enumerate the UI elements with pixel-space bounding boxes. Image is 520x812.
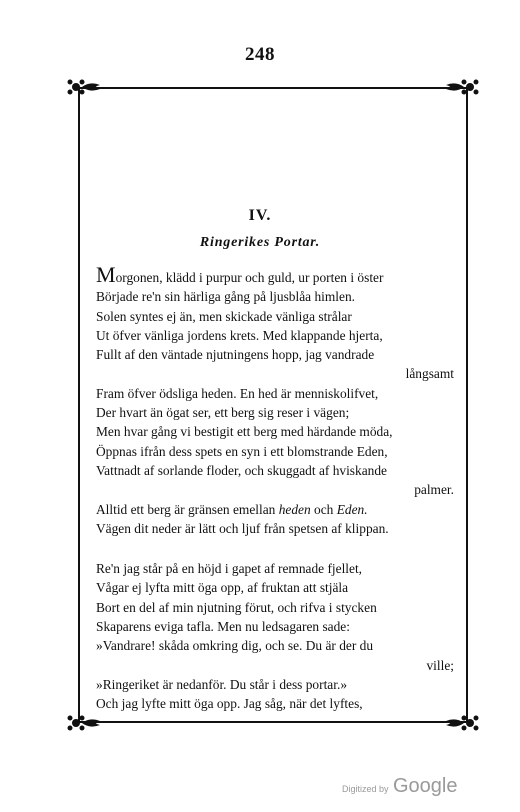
poem-line: Skaparens eviga tafla. Men nu ledsagaren sade: <box>96 619 350 635</box>
poem-line: Fram öfver ödsliga heden. En hed är menniskolifvet, <box>96 385 379 401</box>
corner-ornament-icon <box>64 76 104 98</box>
digitized-watermark <box>342 775 457 798</box>
poem-title: Ringerikes Portar. <box>199 235 321 250</box>
poem-line: Vägen dit neder är lätt och ljuf från spetsen af klippan. <box>96 520 389 536</box>
section-heading: IV. <box>248 207 272 224</box>
poem-line: Började re'n sin härliga gång på ljusblåa himlen. <box>96 289 355 305</box>
poem-line: Ut öfver vänliga jordens krets. Med klappande hjerta, <box>96 327 383 343</box>
poem-line: Vågar ej lyfta mitt öga opp, af fruktan att stjäla <box>96 580 349 596</box>
poem-line: »Vandrare! skåda omkring dig, och se. Du är der du <box>96 638 374 654</box>
drop-cap: M <box>96 262 116 287</box>
poem-line: Bort en del af min njutning förut, och rifva i stycken <box>96 599 377 615</box>
poem-body <box>96 262 454 714</box>
poem-line: Alltid ett berg är gränsen emellan heden och Eden. <box>96 501 368 517</box>
corner-ornament-icon <box>442 712 482 734</box>
poem-line: Men hvar gång vi bestigit ett berg med härdande möda, <box>96 424 393 440</box>
google-logo: Google <box>392 775 458 797</box>
poem-line-continuation: långsamt <box>405 366 454 382</box>
poem-line: Re'n jag står på en höjd i gapet af remnade fjellet, <box>96 561 363 577</box>
poem-line: Der hvart än ögat ser, ett berg sig reser i vägen; <box>96 405 350 421</box>
stanza-gap <box>96 538 454 559</box>
page-number: 248 <box>245 44 275 65</box>
poem-line: Vattnadt af sorlande floder, och skuggadt af hviskande <box>96 462 387 478</box>
poem-line: Och jag lyfte mitt öga opp. Jag såg, när det lyftes, <box>96 696 363 712</box>
watermark-prefix: Digitized by <box>342 784 389 794</box>
poem-line-continuation: ville; <box>426 657 454 673</box>
poem-line: »Ringeriket är nedanför. Du står i dess portar.» <box>96 676 348 692</box>
poem-line: Morgonen, klädd i purpur och guld, ur porten i öster <box>96 262 384 287</box>
corner-ornament-icon <box>64 712 104 734</box>
poem-line: Solen syntes ej än, men skickade vänliga strålar <box>96 308 352 324</box>
corner-ornament-icon <box>442 76 482 98</box>
poem-line-continuation: palmer. <box>414 482 454 498</box>
poem-line: Fullt af den väntade njutningens hopp, jag vandrade <box>96 347 375 363</box>
poem-line: Öppnas ifrån dess spets en syn i ett blomstrande Eden, <box>96 443 388 459</box>
